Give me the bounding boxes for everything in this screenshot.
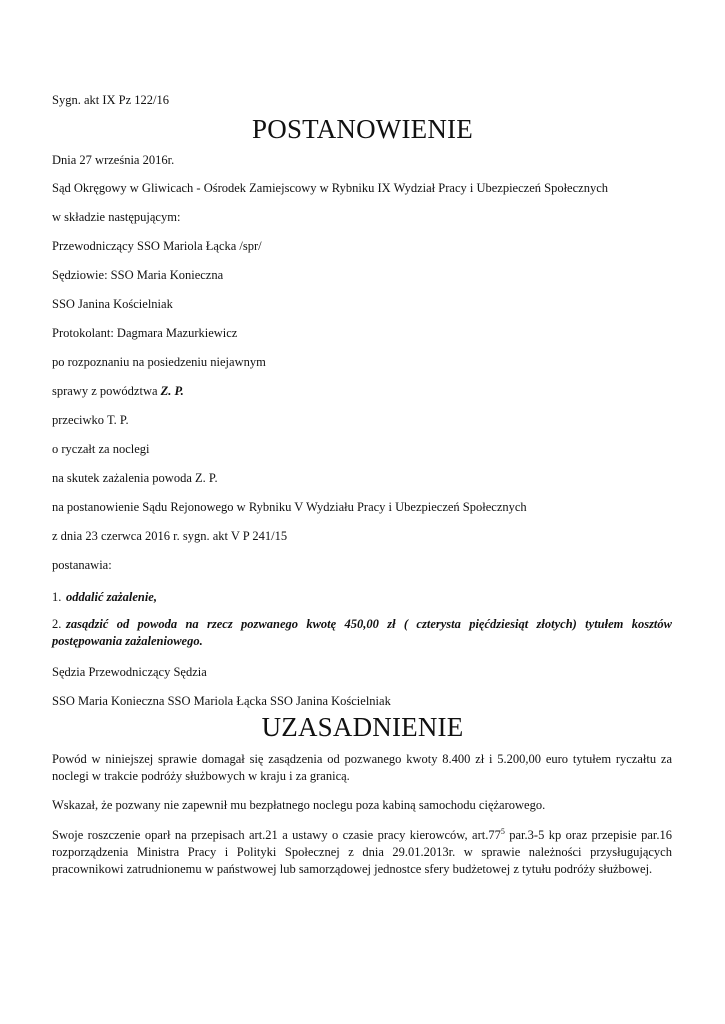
paragraph-text: par.3-5 kp oraz przepisie par.16 rozporządzenia Ministra Pracy i Polityki Społecznej z dnia 29.01.2013r. w sprawie należności przysługujących pracownikowi zatrudnionemu w państwowej lub samorządowej jednostce sfery budżetowej z tytułu podróży służbowej. (52, 828, 672, 876)
composition-intro: w składzie następującym: (52, 210, 181, 224)
court-name: Sąd Okręgowy w Gliwicach - Ośrodek Zamiejscowy w Rybniku IX Wydział Pracy i Ubezpieczeń Społecznych (52, 181, 608, 195)
ruling-item (52, 616, 672, 650)
case-signature: Sygn. akt IX Pz 122/16 (52, 93, 170, 107)
plaintiff-name: Z. P. (160, 384, 184, 398)
defendant-line: przeciwko T. P. (52, 413, 129, 427)
case-prefix: sprawy z powództwa (52, 384, 161, 398)
decision-date: Dnia 27 września 2016r. (52, 153, 175, 167)
justification-title: UZASADNIENIE (261, 712, 464, 742)
ruling-text: zasądzić od powoda na rzecz pozwanego kwotę 450,00 zł ( czterysta pięćdziesiąt złotych) tytułem kosztów postępowania zażaleniowego. (52, 617, 672, 648)
justification-paragraph: Powód w niniejszej sprawie domagał się zasądzenia od pozwanego kwoty 8.400 zł i 5.200,00 euro tytułem ryczałtu za noclegi w trakcie podróży służbowych w kraju i za granicą. (52, 752, 672, 783)
resolves-line: postanawia: (52, 558, 112, 572)
appealed-decision: na postanowienie Sądu Rejonowego w Rybniku V Wydziału Pracy i Ubezpieczeń Społecznych (52, 500, 527, 514)
justification-paragraph: Wskazał, że pozwany nie zapewnił mu bezpłatnego noclegu poza kabiną samochodu ciężarowego. (52, 798, 546, 812)
appealed-decision-date: z dnia 23 czerwca 2016 r. sygn. akt V P 241/15 (52, 529, 288, 543)
ruling-number: 1. (52, 590, 62, 604)
document-title: POSTANOWIENIE (252, 114, 473, 144)
justification-paragraph (52, 827, 672, 878)
case-parties (52, 383, 184, 399)
signature-titles: Sędzia Przewodniczący Sędzia (52, 665, 207, 679)
ruling-text: oddalić zażalenie, (66, 590, 157, 604)
judge-second: SSO Janina Kościelniak (52, 297, 173, 311)
ruling-item (52, 589, 157, 605)
signature-names: SSO Maria Konieczna SSO Mariola Łącka SSO Janina Kościelniak (52, 694, 391, 708)
paragraph-text: Swoje roszczenie oparł na przepisach art.21 a ustawy o czasie pracy kierowców, art.77 (52, 828, 501, 842)
appeal-line: na skutek zażalenia powoda Z. P. (52, 471, 218, 485)
hearing-mode: po rozpoznaniu na posiedzeniu niejawnym (52, 355, 266, 369)
court-clerk: Protokolant: Dagmara Mazurkiewicz (52, 326, 238, 340)
superscript: 5 (500, 826, 505, 836)
case-subject: o ryczałt za noclegi (52, 442, 150, 456)
presiding-judge: Przewodniczący SSO Mariola Łącka /spr/ (52, 239, 262, 253)
judges-line: Sędziowie: SSO Maria Konieczna (52, 268, 224, 282)
ruling-number: 2. (52, 617, 62, 631)
